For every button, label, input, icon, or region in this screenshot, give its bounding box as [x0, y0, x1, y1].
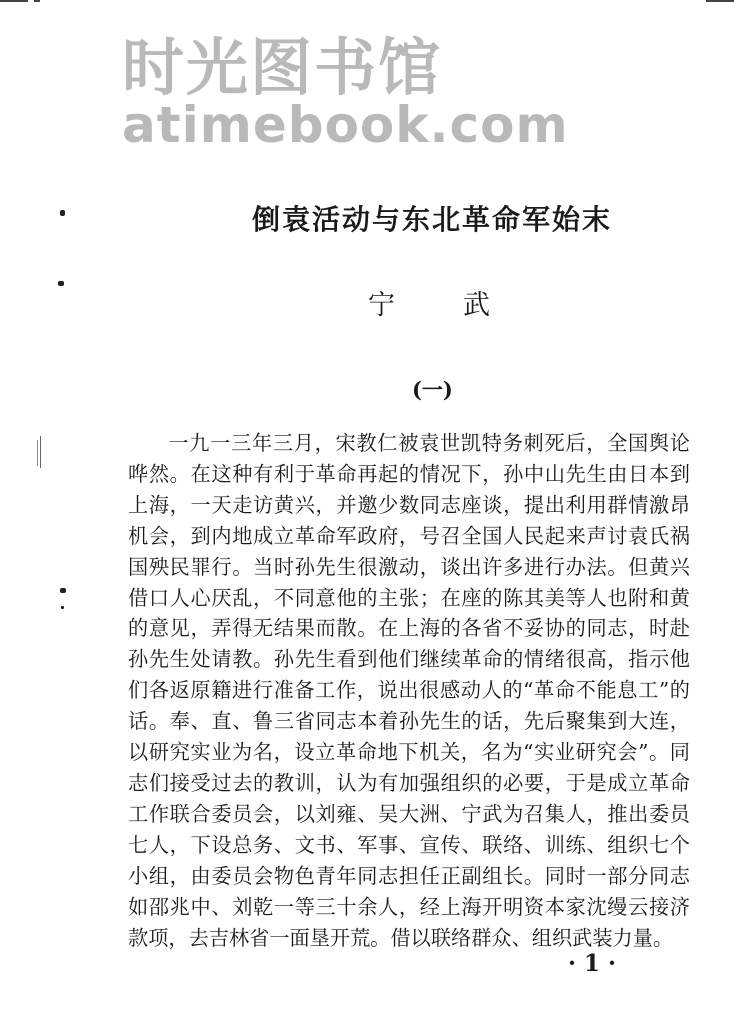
- author-name: 武: [463, 290, 490, 321]
- binding-marks: [40, 436, 41, 468]
- scan-speck: [60, 588, 66, 593]
- article-title: 倒袁活动与东北革命军始末: [252, 203, 613, 236]
- scan-top-edge: [0, 0, 734, 2]
- article-author: [368, 283, 490, 322]
- body-paragraph: 一九一三年三月，宋教仁被袁世凯特务刺死后，全国舆论哗然。在这种有利于革命再起的情况下，孙中山先生由日本到上海，一天走访黄兴，并邀少数同志座谈，提出利用群情激昂机会，到内地成立革命军政府，号召全国人民起来声讨袁氏祸国殃民罪行。当时孙先生很激动，谈出许多进行办法。但黄兴借口人心厌乱，不同意他的主张；在座的陈其美等人也附和黄的意见，弄得无结果而散。在上海的各省不妥协的同志，时赴孙先生处请教。孙先生看到他们继续革命的情绪很高，指示他们各返原籍进行准备工作，说出很感动人的“革命不能息工”的话。奉、直、鲁三省同志本着孙先生的话，先后聚集到大连，以研究实业为名，设立革命地下机关，名为“实业研究会”。同志们接受过去的教训，认为有加强组织的必要，于是成立革命工作联合委员会，以刘雍、吴大洲、宁武为召集人，推出委员七人，下设总务、文书、军事、宣传、联络、训练、组织七个小组，由委员会物色青年同志担任正副组长。同时一部分同志如邵兆中、刘乾一等三十余人，经上海开明资本家沈缦云接济款项，去吉林省一面垦开荒。借以联络群众、组织武装力量。: [128, 431, 690, 950]
- scan-speck: [58, 281, 64, 286]
- page-number: · 1 ·: [568, 950, 617, 977]
- watermark-url: atimebook.com: [122, 96, 569, 154]
- section-heading: (一): [412, 377, 453, 402]
- binding-marks: [37, 440, 38, 466]
- watermark-chinese: 时光图书馆: [122, 31, 443, 104]
- scan-speck: [60, 210, 65, 216]
- scan-speck: [61, 606, 64, 609]
- author-given: 宁: [368, 290, 395, 321]
